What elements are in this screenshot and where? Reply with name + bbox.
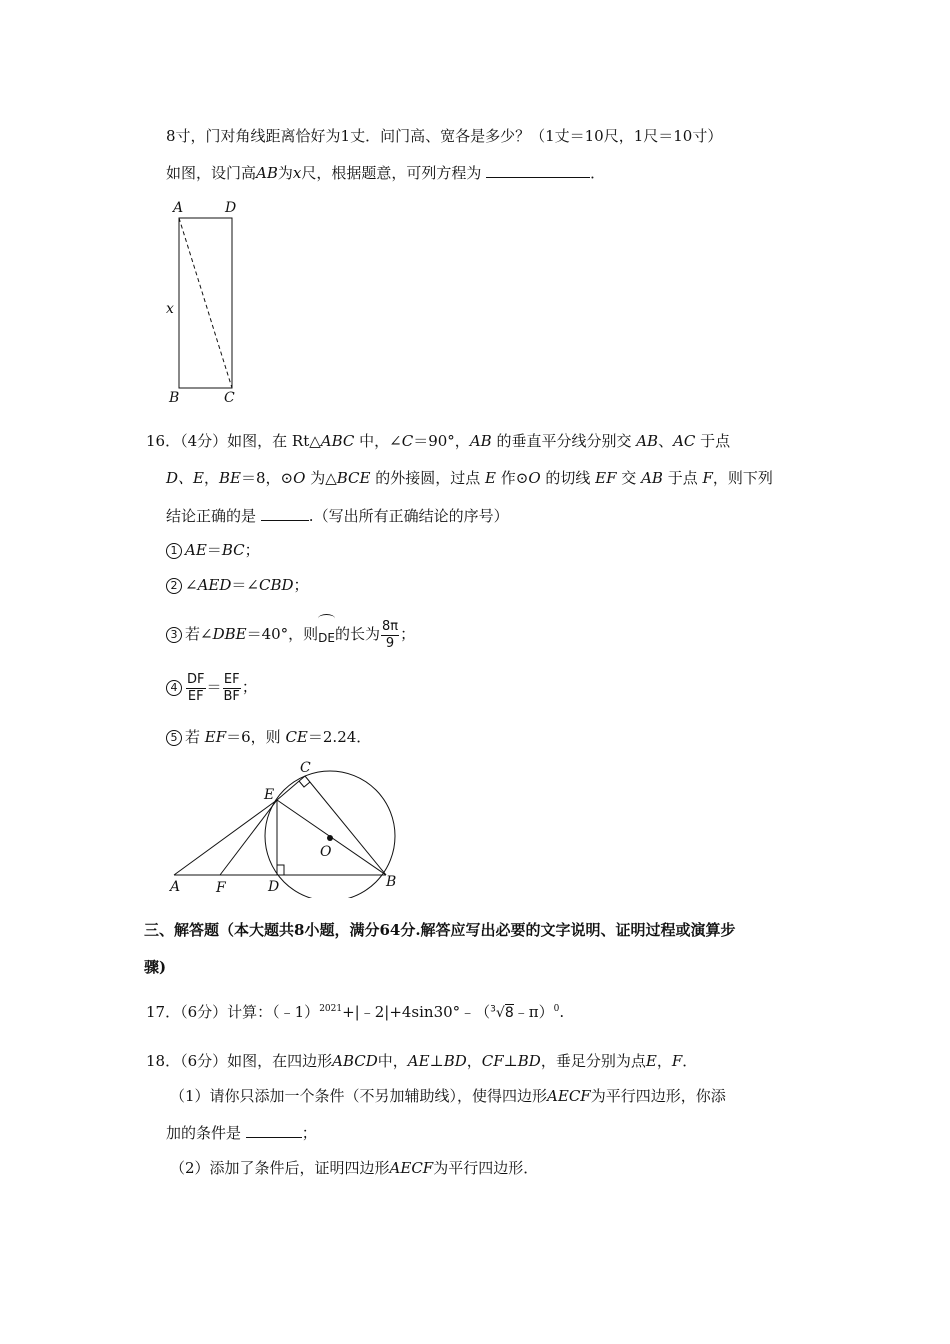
q16-var: AB [641, 469, 663, 487]
q15-text: 为 [277, 164, 293, 182]
q16-var: BE [219, 469, 241, 487]
q18-text: ⊥ [503, 1052, 518, 1070]
label-b: B [169, 390, 180, 406]
label-c: C [224, 390, 235, 406]
q17-text: （6分）计算：（﹣1） [180, 1003, 320, 1021]
label-b: B [386, 874, 397, 890]
q18-var: BD [517, 1052, 541, 1070]
q16-text: ，则下列 [712, 469, 773, 487]
exponent: 0 [553, 1004, 560, 1014]
fraction-ef-bf [223, 672, 241, 705]
q16-option-4 [166, 669, 257, 705]
q18-part1-cont [166, 1123, 317, 1143]
q18-text: ， [656, 1052, 672, 1070]
q16-text: 的长为 [335, 625, 381, 643]
q17-text: +|﹣2|+4sin30°﹣（ [342, 1003, 491, 1021]
denominator: EF [187, 688, 204, 704]
q16-text: 、 [658, 432, 674, 450]
exponent: 2021 [319, 1004, 343, 1014]
q16-var: CE [285, 728, 308, 746]
right-angle-d [277, 865, 284, 875]
q15-line1: 8寸，门对角线距离恰好为1丈．问门高、宽各是多少？（1丈＝10尺，1尺＝10寸） [166, 127, 723, 145]
q16-var: AE [185, 541, 207, 559]
segment-ec [277, 776, 305, 800]
q16-text: ； [241, 678, 257, 696]
q16-text: ＝ [206, 678, 222, 696]
segment-fe [220, 800, 277, 875]
q18-text: 为平行四边形． [433, 1159, 539, 1177]
q18-var: AECF [389, 1159, 434, 1177]
center-o [327, 835, 333, 841]
q18-text: （6分）如图，在四边形 [180, 1052, 333, 1070]
section-3-heading: 三、解答题（本大题共8小题，满分64分.解答应写出必要的文字说明、证明过程或演算步 [144, 921, 736, 939]
circled-number: 1 [166, 543, 182, 559]
q16-var: BCE [336, 469, 371, 487]
q18-var: BD [443, 1052, 467, 1070]
q16-var: D、E [166, 469, 204, 487]
q18-var: AE [407, 1052, 430, 1070]
q16-text: 的外接圆，过点 [370, 469, 486, 487]
q18-text: （2）添加了条件后，证明四边形 [170, 1159, 390, 1177]
q16-text: ＝6，则 [226, 728, 286, 746]
q18-text: 加的条件是 [166, 1124, 242, 1142]
q16-var: CBD [258, 576, 294, 594]
segment-ae [174, 800, 277, 875]
label-a: A [173, 200, 184, 216]
q16-option-5 [166, 727, 371, 747]
q16-line3 [166, 506, 509, 526]
label-o: O [320, 844, 332, 860]
q18-text: 为平行四边形，你添 [590, 1087, 726, 1105]
q16-text: ＝2.24． [307, 728, 372, 746]
circled-number: 3 [166, 627, 182, 643]
q18-var: F [671, 1052, 683, 1070]
right-angle-c [299, 781, 310, 787]
radicand: 8 [504, 1005, 514, 1021]
q16-text: ； [244, 541, 260, 559]
q16-text: ， [203, 469, 219, 487]
q16-var: C [401, 432, 414, 450]
q16-line2 [166, 468, 773, 488]
q18-text: ， [466, 1052, 482, 1070]
q18-text: ． [682, 1052, 698, 1070]
q16-text: 交 [616, 469, 642, 487]
q16-var: AB [636, 432, 659, 450]
q16-text: 的垂直平分线分别交 [491, 432, 637, 450]
q15-line2 [166, 163, 605, 183]
q18-var: E [645, 1052, 657, 1070]
q18-var: CF [481, 1052, 504, 1070]
q15-door-figure [160, 196, 250, 406]
label-e: E [264, 787, 275, 803]
q16-text: 于点 [695, 432, 731, 450]
q16-var: O [528, 469, 541, 487]
denominator: 9 [385, 635, 395, 651]
q16-var: E [485, 469, 496, 487]
q18-text: ⊥ [429, 1052, 444, 1070]
label-c: C [300, 760, 311, 776]
circled-number: 4 [166, 680, 182, 696]
q16-text: 作⊙ [495, 469, 529, 487]
q16-answer-blank[interactable] [261, 506, 309, 521]
q16-text: .（写出所有正确结论的序号） [308, 507, 509, 525]
q16-var: AB [469, 432, 492, 450]
q18-text: （1）请你只添加一个条件（不另加辅助线），使得四边形 [170, 1087, 548, 1105]
label-d: D [268, 879, 280, 895]
circled-number: 5 [166, 730, 182, 746]
q18-answer-blank[interactable] [246, 1123, 302, 1138]
q15-text: 尺，根据题意，可列方程为 [301, 164, 482, 182]
q18-var: AECF [547, 1087, 591, 1105]
circle-o [265, 771, 395, 898]
q16-text: ； [400, 625, 416, 643]
q16-text: 若 [185, 728, 205, 746]
label-x: x [166, 301, 174, 317]
q16-text: 若∠ [185, 625, 213, 643]
q16-text: ∠ [185, 576, 198, 594]
q16-text: （4分）如图，在 Rt△ [180, 432, 321, 450]
q16-var: O [293, 469, 306, 487]
q18-var: ABCD [332, 1052, 378, 1070]
q18-line1 [146, 1051, 697, 1071]
fraction-8pi-9 [381, 619, 399, 652]
q17-text: ﹣π） [513, 1003, 554, 1021]
door-rectangle [179, 218, 232, 388]
q16-option-2 [166, 575, 309, 595]
q15-text: ． [590, 164, 606, 182]
q16-text: ＝∠ [231, 576, 259, 594]
cube-root: $^3$√8 [490, 1004, 514, 1021]
door-diagonal [179, 218, 232, 388]
q16-text: 为△ [305, 469, 337, 487]
q16-text: ＝ [206, 541, 222, 559]
q16-text: 结论正确的是 [166, 507, 257, 525]
q16-text: ＝8，⊙ [240, 469, 294, 487]
section-3-heading-cont: 骤) [144, 958, 167, 976]
numerator: 8π [382, 618, 399, 634]
q15-text: 如图，设门高 [166, 164, 257, 182]
q18-text: ，垂足分别为点 [540, 1052, 646, 1070]
q16-var: F [702, 469, 713, 487]
segment-cb [305, 776, 386, 875]
circled-number: 2 [166, 578, 182, 594]
q16-text: 的切线 [540, 469, 596, 487]
q18-part1 [170, 1086, 726, 1106]
label-a: A [170, 879, 181, 895]
q16-var: BC [221, 541, 245, 559]
q16-option-3 [166, 614, 415, 656]
label-d: D [225, 200, 237, 216]
q16-var: EF [204, 728, 227, 746]
numerator: DF [187, 671, 205, 687]
q16-text: 于点 [662, 469, 703, 487]
q16-var: AC [673, 432, 696, 450]
q16-text: 中，∠ [354, 432, 402, 450]
q16-var: EF [595, 469, 617, 487]
q16-var: AED [197, 576, 232, 594]
q15-ab: AB [256, 164, 278, 182]
q17-number: 17． [146, 1003, 181, 1021]
numerator: EF [223, 671, 240, 687]
q17-line [146, 994, 564, 1028]
q16-text: ＝40°，则 [246, 625, 319, 643]
q18-part2 [170, 1158, 538, 1178]
q16-circle-figure [160, 758, 420, 898]
q16-number: 16． [146, 432, 181, 450]
q17-text: . [559, 1003, 565, 1021]
q16-text: ； [293, 576, 309, 594]
q16-line1 [146, 431, 730, 451]
q18-text: 中， [377, 1052, 408, 1070]
q16-text: ＝90°， [413, 432, 470, 450]
q16-option-1 [166, 540, 260, 560]
arc-de: DE [318, 614, 335, 656]
q15-answer-blank[interactable] [486, 163, 590, 178]
fraction-df-ef [186, 672, 206, 705]
q16-var: DBE [212, 625, 247, 643]
q15-x: x [292, 164, 302, 182]
q18-number: 18． [146, 1052, 181, 1070]
label-f: F [216, 880, 226, 896]
q16-var: ABC [320, 432, 355, 450]
q18-text: ； [301, 1124, 317, 1142]
root-index: 3 [490, 1004, 496, 1015]
denominator: BF [223, 688, 240, 704]
